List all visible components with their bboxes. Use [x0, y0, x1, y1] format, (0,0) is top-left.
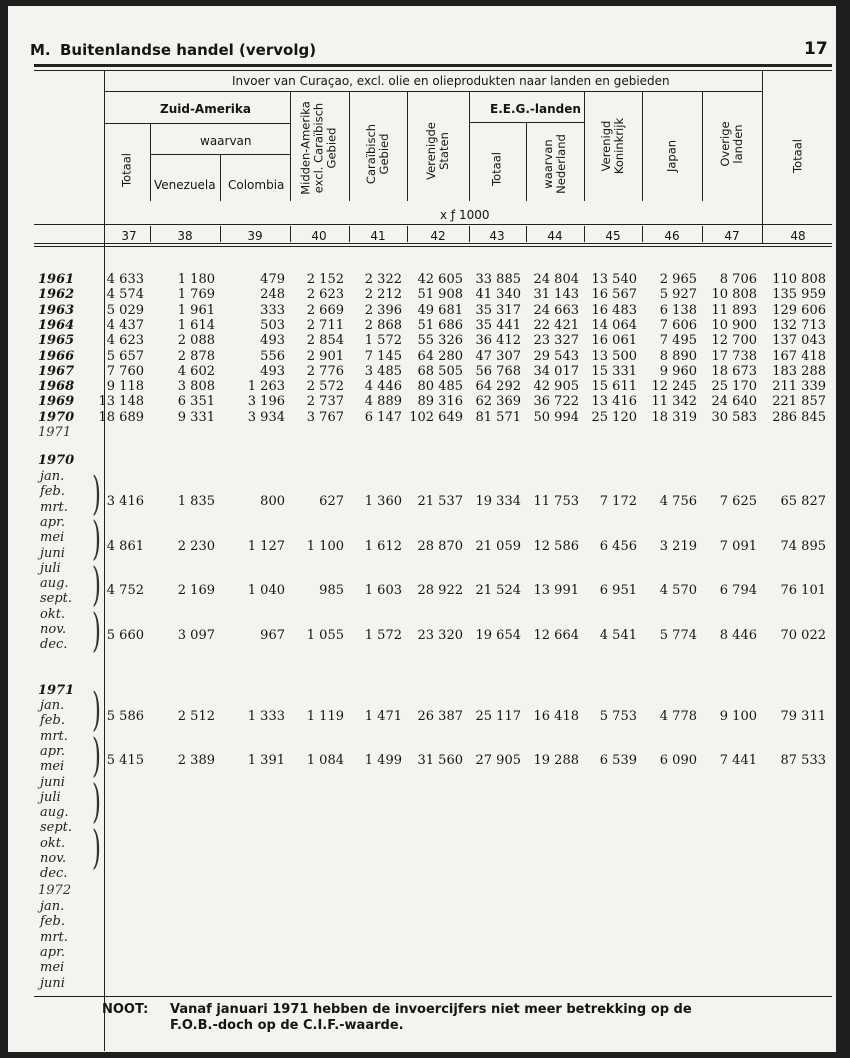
col-43-heading: Totaal	[489, 152, 504, 186]
table-cell: 132 713	[772, 318, 826, 333]
table-cell: 7 625	[719, 494, 757, 509]
table-cell: 5 415	[106, 753, 144, 768]
month-label: juni	[40, 976, 65, 991]
quarter-brace: )	[92, 557, 101, 611]
table-cell: 50 994	[533, 410, 579, 425]
col-38-heading: Venezuela	[154, 178, 216, 192]
col-48-heading: Totaal	[790, 139, 805, 173]
table-cell: 1 100	[306, 539, 344, 554]
section-prefix: M.	[30, 41, 51, 59]
table-cell: 1 391	[247, 753, 285, 768]
month-label: okt.	[40, 607, 66, 622]
table-cell: 6 951	[599, 583, 637, 598]
block-year-label: 1972	[38, 883, 72, 898]
column-number: 38	[177, 229, 193, 243]
table-cell: 1 180	[177, 272, 215, 287]
month-label: jan.	[40, 899, 65, 914]
table-cell: 87 533	[780, 753, 826, 768]
table-cell: 24 640	[711, 394, 757, 409]
table-cell: 8 890	[659, 349, 697, 364]
table-cell: 2 572	[306, 379, 344, 394]
table-cell: 24 663	[533, 303, 579, 318]
table-cell: 1 572	[364, 333, 402, 348]
table-cell: 286 845	[772, 410, 826, 425]
table-cell: 1 614	[177, 318, 215, 333]
group-eeg: E.E.G.-landen	[490, 102, 581, 116]
table-cell: 4 889	[364, 394, 402, 409]
table-cell: 7 172	[599, 494, 637, 509]
table-cell: 1 835	[177, 494, 215, 509]
table-cell: 2 965	[659, 272, 697, 287]
month-label: aug.	[40, 805, 69, 820]
table-cell: 21 537	[417, 494, 463, 509]
table-cell: 6 794	[719, 583, 757, 598]
table-cell: 55 326	[417, 333, 463, 348]
table-cell: 2 854	[306, 333, 344, 348]
table-cell: 3 485	[364, 364, 402, 379]
quarter-brace: )	[92, 511, 101, 565]
column-number: 42	[430, 229, 446, 243]
table-cell: 11 753	[533, 494, 579, 509]
quarter-brace: )	[92, 820, 101, 874]
table-cell: 1 603	[364, 583, 402, 598]
month-label: mrt.	[40, 930, 68, 945]
table-cell: 28 870	[417, 539, 463, 554]
table-cell: 12 700	[711, 333, 757, 348]
table-cell: 25 117	[475, 709, 521, 724]
col-45-heading: Verenigd Koninkrijk	[599, 117, 626, 175]
table-cell: 3 196	[247, 394, 285, 409]
row-year-label: 1971	[38, 425, 72, 440]
table-cell: 28 922	[417, 583, 463, 598]
footnote-line-1: Vanaf januari 1971 hebben de invoercijfers niet meer betrekking op de	[170, 1002, 692, 1017]
table-cell: 110 808	[772, 272, 826, 287]
table-cell: 19 654	[475, 628, 521, 643]
table-cell: 49 681	[417, 303, 463, 318]
table-cell: 89 316	[417, 394, 463, 409]
table-cell: 27 905	[475, 753, 521, 768]
table-cell: 65 827	[780, 494, 826, 509]
row-year-label: 1967	[38, 364, 75, 379]
table-cell: 4 623	[106, 333, 144, 348]
row-year-label: 1965	[38, 333, 75, 348]
col-44-heading: waarvan Nederland	[541, 134, 568, 194]
table-cell: 4 752	[106, 583, 144, 598]
table-cell: 493	[260, 364, 285, 379]
table-cell: 7 495	[659, 333, 697, 348]
table-cell: 47 307	[475, 349, 521, 364]
table-cell: 8 706	[719, 272, 757, 287]
table-cell: 15 331	[591, 364, 637, 379]
table-cell: 3 219	[659, 539, 697, 554]
table-cell: 51 908	[417, 287, 463, 302]
month-label: mei	[40, 759, 65, 774]
column-number: 45	[605, 229, 621, 243]
table-cell: 9 100	[719, 709, 757, 724]
table-cell: 13 500	[591, 349, 637, 364]
month-label: nov.	[40, 851, 67, 866]
month-label: juni	[40, 546, 65, 561]
table-cell: 6 090	[659, 753, 697, 768]
col-46-heading: Japan	[664, 139, 679, 173]
table-cell: 129 606	[772, 303, 826, 318]
row-year-label: 1966	[38, 349, 75, 364]
column-number: 48	[790, 229, 806, 243]
table-cell: 1 263	[247, 379, 285, 394]
table-cell: 7 760	[106, 364, 144, 379]
month-label: jan.	[40, 469, 65, 484]
table-cell: 26 387	[417, 709, 463, 724]
quarter-brace: )	[92, 603, 101, 657]
table-cell: 167 418	[772, 349, 826, 364]
table-cell: 10 808	[711, 287, 757, 302]
unit-label: x ƒ 1000	[440, 208, 490, 222]
table-cell: 12 664	[533, 628, 579, 643]
table-cell: 1 055	[306, 628, 344, 643]
table-cell: 2 169	[177, 583, 215, 598]
table-cell: 15 611	[591, 379, 637, 394]
table-cell: 23 327	[533, 333, 579, 348]
table-cell: 7 441	[719, 753, 757, 768]
row-year-label: 1968	[38, 379, 75, 394]
quarter-brace: )	[92, 774, 101, 828]
table-cell: 4 861	[106, 539, 144, 554]
table-cell: 16 483	[591, 303, 637, 318]
table-cell: 2 389	[177, 753, 215, 768]
table-cell: 1 127	[247, 539, 285, 554]
table-cell: 4 778	[659, 709, 697, 724]
table-cell: 68 505	[417, 364, 463, 379]
table-cell: 183 288	[772, 364, 826, 379]
table-cell: 24 804	[533, 272, 579, 287]
table-cell: 221 857	[772, 394, 826, 409]
table-cell: 11 342	[651, 394, 697, 409]
table-cell: 2 230	[177, 539, 215, 554]
table-cell: 556	[260, 349, 285, 364]
table-cell: 11 893	[711, 303, 757, 318]
table-cell: 70 022	[780, 628, 826, 643]
table-cell: 29 543	[533, 349, 579, 364]
table-cell: 2 901	[306, 349, 344, 364]
table-cell: 6 351	[177, 394, 215, 409]
table-cell: 1 499	[364, 753, 402, 768]
table-cell: 17 738	[711, 349, 757, 364]
table-cell: 248	[260, 287, 285, 302]
table-cell: 2 878	[177, 349, 215, 364]
column-number: 41	[370, 229, 386, 243]
table-caption: Invoer van Curaçao, excl. olie en olieprodukten naar landen en gebieden	[232, 74, 670, 88]
table-cell: 211 339	[772, 379, 826, 394]
table-cell: 479	[260, 272, 285, 287]
table-cell: 1 961	[177, 303, 215, 318]
table-cell: 74 895	[780, 539, 826, 554]
table-cell: 1 333	[247, 709, 285, 724]
table-cell: 6 456	[599, 539, 637, 554]
table-cell: 18 673	[711, 364, 757, 379]
table-cell: 8 446	[719, 628, 757, 643]
table-cell: 22 421	[533, 318, 579, 333]
table-cell: 1 612	[364, 539, 402, 554]
table-cell: 7 145	[364, 349, 402, 364]
table-cell: 1 360	[364, 494, 402, 509]
month-label: juni	[40, 775, 65, 790]
table-cell: 13 540	[591, 272, 637, 287]
table-cell: 16 567	[591, 287, 637, 302]
table-cell: 23 320	[417, 628, 463, 643]
month-label: sept.	[40, 591, 73, 606]
month-label: mrt.	[40, 729, 68, 744]
table-cell: 6 147	[364, 410, 402, 425]
table-cell: 33 885	[475, 272, 521, 287]
month-label: juli	[40, 790, 61, 805]
table-cell: 5 029	[106, 303, 144, 318]
table-cell: 14 064	[591, 318, 637, 333]
table-cell: 135 959	[772, 287, 826, 302]
table-cell: 1 769	[177, 287, 215, 302]
table-cell: 9 331	[177, 410, 215, 425]
table-cell: 4 633	[106, 272, 144, 287]
column-number: 46	[664, 229, 680, 243]
row-year-label: 1970	[38, 410, 75, 425]
table-cell: 1 119	[306, 709, 344, 724]
table-cell: 25 120	[591, 410, 637, 425]
month-label: apr.	[40, 515, 65, 530]
table-cell: 81 571	[475, 410, 521, 425]
table-cell: 985	[319, 583, 344, 598]
column-number: 39	[247, 229, 263, 243]
row-year-label: 1964	[38, 318, 75, 333]
table-cell: 3 934	[247, 410, 285, 425]
table-cell: 4 437	[106, 318, 144, 333]
table-cell: 18 319	[651, 410, 697, 425]
table-cell: 5 753	[599, 709, 637, 724]
row-year-label: 1969	[38, 394, 75, 409]
row-year-label: 1962	[38, 287, 75, 302]
table-cell: 6 138	[659, 303, 697, 318]
bottom-rule	[34, 996, 832, 997]
month-label: jan.	[40, 698, 65, 713]
table-cell: 800	[260, 494, 285, 509]
table-cell: 16 418	[533, 709, 579, 724]
table-cell: 2 776	[306, 364, 344, 379]
table-cell: 13 148	[98, 394, 144, 409]
table-cell: 2 396	[364, 303, 402, 318]
table-cell: 13 416	[591, 394, 637, 409]
table-cell: 4 756	[659, 494, 697, 509]
table-cell: 2 623	[306, 287, 344, 302]
col-41-heading: Caraïbisch Gebied	[364, 123, 391, 185]
table-cell: 35 317	[475, 303, 521, 318]
column-number: 37	[121, 229, 137, 243]
table-cell: 31 143	[533, 287, 579, 302]
month-label: sept.	[40, 820, 73, 835]
table-cell: 64 280	[417, 349, 463, 364]
table-cell: 333	[260, 303, 285, 318]
table-cell: 36 722	[533, 394, 579, 409]
table-cell: 1 084	[306, 753, 344, 768]
col-37-heading: Totaal	[119, 153, 134, 187]
table-cell: 80 485	[417, 379, 463, 394]
column-number: 43	[489, 229, 505, 243]
table-cell: 51 686	[417, 318, 463, 333]
table-cell: 2 669	[306, 303, 344, 318]
table-cell: 967	[260, 628, 285, 643]
table-cell: 9 960	[659, 364, 697, 379]
column-number: 44	[547, 229, 563, 243]
table-cell: 42 905	[533, 379, 579, 394]
table-cell: 4 602	[177, 364, 215, 379]
month-label: apr.	[40, 945, 65, 960]
table-cell: 35 441	[475, 318, 521, 333]
table-cell: 5 660	[106, 628, 144, 643]
table-cell: 4 574	[106, 287, 144, 302]
month-label: feb.	[40, 713, 65, 728]
month-label: okt.	[40, 836, 66, 851]
table-cell: 18 689	[98, 410, 144, 425]
group-waarvan: waarvan	[200, 134, 252, 148]
top-rule-thin	[34, 70, 832, 71]
block-year-label: 1971	[38, 683, 75, 698]
column-number: 40	[311, 229, 327, 243]
table-cell: 493	[260, 333, 285, 348]
col-39-heading: Colombia	[228, 178, 285, 192]
table-cell: 1 471	[364, 709, 402, 724]
table-cell: 2 868	[364, 318, 402, 333]
table-cell: 25 170	[711, 379, 757, 394]
table-cell: 2 152	[306, 272, 344, 287]
group-zuid-amerika: Zuid-Amerika	[160, 102, 251, 116]
table-cell: 56 768	[475, 364, 521, 379]
table-cell: 2 088	[177, 333, 215, 348]
table-cell: 2 212	[364, 287, 402, 302]
table-cell: 10 900	[711, 318, 757, 333]
table-cell: 2 711	[306, 318, 344, 333]
month-label: mei	[40, 960, 65, 975]
table-cell: 4 446	[364, 379, 402, 394]
column-number: 47	[724, 229, 740, 243]
table-cell: 76 101	[780, 583, 826, 598]
table-cell: 3 097	[177, 628, 215, 643]
table-cell: 3 808	[177, 379, 215, 394]
table-cell: 503	[260, 318, 285, 333]
table-cell: 3 767	[306, 410, 344, 425]
table-cell: 12 245	[651, 379, 697, 394]
table-cell: 102 649	[409, 410, 463, 425]
table-cell: 1 572	[364, 628, 402, 643]
month-label: juli	[40, 561, 61, 576]
month-label: feb.	[40, 914, 65, 929]
col-42-heading: Verenigde Staten	[424, 122, 451, 180]
table-cell: 19 288	[533, 753, 579, 768]
month-label: dec.	[40, 866, 68, 881]
table-cell: 137 043	[772, 333, 826, 348]
table-cell: 31 560	[417, 753, 463, 768]
table-cell: 4 541	[599, 628, 637, 643]
month-label: dec.	[40, 637, 68, 652]
table-cell: 42 605	[417, 272, 463, 287]
table-cell: 5 586	[106, 709, 144, 724]
table-cell: 5 927	[659, 287, 697, 302]
table-cell: 41 340	[475, 287, 521, 302]
page-number: 17	[804, 39, 828, 59]
table-cell: 5 774	[659, 628, 697, 643]
table-cell: 79 311	[780, 709, 826, 724]
quarter-brace: )	[92, 682, 101, 736]
table-cell: 34 017	[533, 364, 579, 379]
table-cell: 21 524	[475, 583, 521, 598]
table-cell: 7 606	[659, 318, 697, 333]
table-cell: 9 118	[106, 379, 144, 394]
month-label: nov.	[40, 622, 67, 637]
table-cell: 21 059	[475, 539, 521, 554]
table-cell: 6 539	[599, 753, 637, 768]
table-cell: 3 416	[106, 494, 144, 509]
row-year-label: 1961	[38, 272, 75, 287]
row-year-label: 1963	[38, 303, 75, 318]
month-label: apr.	[40, 744, 65, 759]
table-cell: 13 991	[533, 583, 579, 598]
month-label: mrt.	[40, 500, 68, 515]
table-cell: 2 322	[364, 272, 402, 287]
col-40-heading: Midden-Amerika excl. Caraïbisch Gebied	[298, 101, 339, 195]
quarter-brace: )	[92, 466, 101, 520]
table-cell: 5 657	[106, 349, 144, 364]
table-cell: 2 737	[306, 394, 344, 409]
table-cell: 627	[319, 494, 344, 509]
table-cell: 62 369	[475, 394, 521, 409]
stub-column-rule	[104, 71, 105, 1051]
table-cell: 4 570	[659, 583, 697, 598]
month-label: aug.	[40, 576, 69, 591]
col-47-heading: Overige landen	[718, 121, 745, 167]
top-rule	[34, 64, 832, 67]
table-cell: 16 061	[591, 333, 637, 348]
footnote-label: NOOT:	[102, 1002, 149, 1017]
quarter-brace: )	[92, 728, 101, 782]
table-cell: 19 334	[475, 494, 521, 509]
block-year-label: 1970	[38, 453, 75, 468]
table-cell: 1 040	[247, 583, 285, 598]
document-page	[8, 6, 836, 1052]
table-cell: 7 091	[719, 539, 757, 554]
table-cell: 36 412	[475, 333, 521, 348]
table-cell: 64 292	[475, 379, 521, 394]
table-cell: 30 583	[711, 410, 757, 425]
table-cell: 2 512	[177, 709, 215, 724]
month-label: feb.	[40, 484, 65, 499]
month-label: mei	[40, 530, 65, 545]
footnote-line-2: F.O.B.-doch op de C.I.F.-waarde.	[170, 1018, 404, 1033]
page-title: Buitenlandse handel (vervolg)	[60, 41, 317, 59]
table-cell: 12 586	[533, 539, 579, 554]
